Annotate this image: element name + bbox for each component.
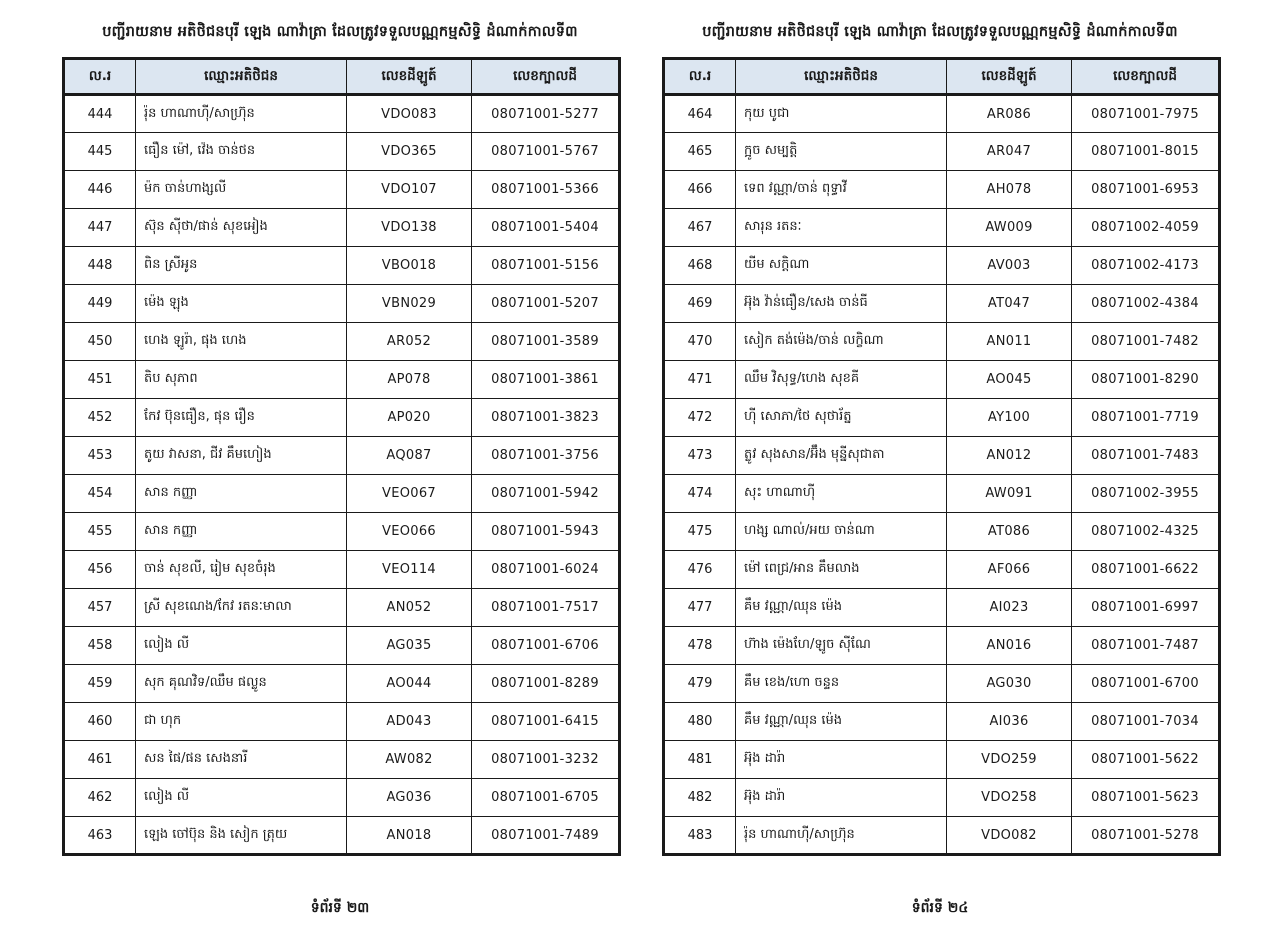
- parcel-number: 08071001-5207: [472, 285, 620, 323]
- lot-number: AW091: [947, 475, 1072, 513]
- table-row: [664, 209, 1220, 247]
- customer-name: គឹម វណ្ណា/ឈុន ម៉េង: [736, 703, 947, 741]
- lot-number: AW009: [947, 209, 1072, 247]
- parcel-number: 08071001-7487: [1072, 627, 1220, 665]
- lot-number: VDO107: [347, 171, 472, 209]
- customer-name: កុយ បូជា: [736, 95, 947, 133]
- table-row: [64, 247, 620, 285]
- lot-number: AO044: [347, 665, 472, 703]
- parcel-number: 08071001-3232: [472, 741, 620, 779]
- table-row: [64, 551, 620, 589]
- lot-number: AI036: [947, 703, 1072, 741]
- parcel-number: 08071001-6415: [472, 703, 620, 741]
- parcel-number: 08071001-3589: [472, 323, 620, 361]
- customer-name: ហេង ឡូរ៉ា, ផុង ហេង: [136, 323, 347, 361]
- table-row: [64, 665, 620, 703]
- row-number: 453: [64, 437, 136, 475]
- table-row: [64, 171, 620, 209]
- row-number: 465: [664, 133, 736, 171]
- row-number: 466: [664, 171, 736, 209]
- lot-number: VEO066: [347, 513, 472, 551]
- lot-number: AR086: [947, 95, 1072, 133]
- row-number: 468: [664, 247, 736, 285]
- column-header-name: ឈ្មោះអតិថិជន: [136, 59, 347, 95]
- page-title: បញ្ជីរាយនាម អតិថិជនបុរី ឡេង ណាវ៉ាត្រា ដែលត្រូវទទួលបណ្ណកម្មសិទ្ធិ ដំណាក់កាលទី៣: [702, 24, 1178, 40]
- customer-name: គឹម វណ្ណា/ឈុន ម៉េង: [736, 589, 947, 627]
- lot-number: AW082: [347, 741, 472, 779]
- row-number: 483: [664, 817, 736, 855]
- table-row: [664, 247, 1220, 285]
- parcel-number: 08071001-3861: [472, 361, 620, 399]
- lot-number: AQ087: [347, 437, 472, 475]
- table-row: [664, 703, 1220, 741]
- table-row: [664, 399, 1220, 437]
- lot-number: AH078: [947, 171, 1072, 209]
- customer-name: ធឿន ម៉ៅ, វ៉េង ចាន់ថន: [136, 133, 347, 171]
- lot-number: VEO067: [347, 475, 472, 513]
- lot-number: VDO365: [347, 133, 472, 171]
- page-number-left: ទំព័រទី ២៣: [310, 900, 370, 916]
- table-row: [664, 133, 1220, 171]
- lot-number: VBO018: [347, 247, 472, 285]
- customer-name: សាន កញ្ញា: [136, 513, 347, 551]
- column-header-no: ល.រ: [664, 59, 736, 95]
- table-row: [664, 589, 1220, 627]
- parcel-number: 08071001-5156: [472, 247, 620, 285]
- row-number: 452: [64, 399, 136, 437]
- parcel-number: 08071002-3955: [1072, 475, 1220, 513]
- customer-name: សារុន រតនៈ: [736, 209, 947, 247]
- row-number: 457: [64, 589, 136, 627]
- parcel-number: 08071001-8290: [1072, 361, 1220, 399]
- customer-name: ហ៊ី សោភា/ថៃ សុថារ័ត្ន: [736, 399, 947, 437]
- row-number: 479: [664, 665, 736, 703]
- lot-number: AT047: [947, 285, 1072, 323]
- table-row: [64, 285, 620, 323]
- table-row: [64, 779, 620, 817]
- row-number: 444: [64, 95, 136, 133]
- customer-name: ទេព វណ្ណា/ចាន់ ពុទ្ធាវី: [736, 171, 947, 209]
- table-row: [64, 95, 620, 133]
- table-row: [64, 361, 620, 399]
- lot-number: AN011: [947, 323, 1072, 361]
- parcel-number: 08071001-6706: [472, 627, 620, 665]
- customer-name: សុក គុណវិទ/ឈឹម ផល្លូន: [136, 665, 347, 703]
- table-row: [664, 779, 1220, 817]
- table-body-left: [64, 95, 620, 855]
- row-number: 448: [64, 247, 136, 285]
- customer-name: ចាន់ សុខលី, រៀម សុខចំរុង: [136, 551, 347, 589]
- customer-name: តិប សុភាព: [136, 361, 347, 399]
- table-row: [664, 171, 1220, 209]
- customer-name: អ៊ុង ដារ៉ា: [736, 741, 947, 779]
- column-header-lot: លេខដីឡូត៍: [947, 59, 1072, 95]
- parcel-number: 08071001-6997: [1072, 589, 1220, 627]
- customer-name: ហង្ស ណាល់/អយ ចាន់ណា: [736, 513, 947, 551]
- lot-number: AG035: [347, 627, 472, 665]
- row-number: 481: [664, 741, 736, 779]
- row-number: 472: [664, 399, 736, 437]
- table-row: [64, 209, 620, 247]
- parcel-number: 08071002-4173: [1072, 247, 1220, 285]
- row-number: 467: [664, 209, 736, 247]
- row-number: 473: [664, 437, 736, 475]
- customer-name: ស៊ុន ស៊ីថា/ផាន់ សុខអៀង: [136, 209, 347, 247]
- table-row: [64, 323, 620, 361]
- table-row: [64, 133, 620, 171]
- lot-number: VBN029: [347, 285, 472, 323]
- parcel-number: 08071001-6700: [1072, 665, 1220, 703]
- column-header-lot: លេខដីឡូត៍: [347, 59, 472, 95]
- parcel-number: 08071001-5404: [472, 209, 620, 247]
- table-row: [664, 361, 1220, 399]
- row-number: 455: [64, 513, 136, 551]
- lot-number: AV003: [947, 247, 1072, 285]
- parcel-number: 08071001-5942: [472, 475, 620, 513]
- customer-name: ម៉ៅ ពេជ្រ/អាន គឹមលាង: [736, 551, 947, 589]
- table-row: [64, 589, 620, 627]
- column-header-parcel: លេខក្បាលដី: [472, 59, 620, 95]
- customer-name: សុះ ហាណាហ៊ី: [736, 475, 947, 513]
- customer-name: ស្រី សុខណេង/កែវ រតនៈមាលា: [136, 589, 347, 627]
- lot-number: AP078: [347, 361, 472, 399]
- parcel-number: 08071001-8015: [1072, 133, 1220, 171]
- customer-name: សាន កញ្ញា: [136, 475, 347, 513]
- table-row: [64, 703, 620, 741]
- parcel-number: 08071001-6622: [1072, 551, 1220, 589]
- customer-name: តូយ វាសនា, ជីវ គឹមហៀង: [136, 437, 347, 475]
- table-row: [64, 817, 620, 855]
- parcel-number: 08071002-4059: [1072, 209, 1220, 247]
- row-number: 463: [64, 817, 136, 855]
- row-number: 447: [64, 209, 136, 247]
- customer-name: សន ផៃ/ផន សេងនារី: [136, 741, 347, 779]
- table-row: [664, 551, 1220, 589]
- row-number: 477: [664, 589, 736, 627]
- table-row: [64, 741, 620, 779]
- parcel-number: 08071002-4325: [1072, 513, 1220, 551]
- row-number: 446: [64, 171, 136, 209]
- lot-number: AI023: [947, 589, 1072, 627]
- lot-number: AR052: [347, 323, 472, 361]
- table-body-right: [664, 95, 1220, 855]
- parcel-number: 08071001-5767: [472, 133, 620, 171]
- row-number: 469: [664, 285, 736, 323]
- lot-number: AG030: [947, 665, 1072, 703]
- customer-name: ត្លូវ សុងសាន/អ៊ឹង មុន្នីសុជាតា: [736, 437, 947, 475]
- parcel-number: 08071001-3823: [472, 399, 620, 437]
- row-number: 460: [64, 703, 136, 741]
- customer-name: ហ៊ាង ម៉េងហែ/ឡូច ស៊ីណែ: [736, 627, 947, 665]
- customer-name: ក្អូច សម្បត្តិ: [736, 133, 947, 171]
- customer-name: ម៉េង ឡុង: [136, 285, 347, 323]
- customer-name: រ៉ុន ហាណាហ៊ី/សាហ្រ៊ុន: [136, 95, 347, 133]
- parcel-number: 08071001-7489: [472, 817, 620, 855]
- row-number: 480: [664, 703, 736, 741]
- customer-name: សៀក តង់ម៉េង/ចាន់ លក្ខិណា: [736, 323, 947, 361]
- lot-number: AR047: [947, 133, 1072, 171]
- customer-name: ពិន ស្រីអូន: [136, 247, 347, 285]
- customer-name: គឹម ខេង/ហោ ចន្ទន: [736, 665, 947, 703]
- customer-name: អ៊ុង វ៉ាន់ធឿន/សេង ចាន់ធី: [736, 285, 947, 323]
- parcel-number: 08071001-7517: [472, 589, 620, 627]
- lot-number: AY100: [947, 399, 1072, 437]
- lot-number: VEO114: [347, 551, 472, 589]
- lot-number: AG036: [347, 779, 472, 817]
- column-header-no: ល.រ: [64, 59, 136, 95]
- parcel-number: 08071001-7719: [1072, 399, 1220, 437]
- lot-number: AT086: [947, 513, 1072, 551]
- page-right: [640, 0, 1280, 949]
- customer-table-right: [662, 57, 1221, 856]
- customer-name: យីម សក្តិណា: [736, 247, 947, 285]
- parcel-number: 08071001-7482: [1072, 323, 1220, 361]
- lot-number: AN018: [347, 817, 472, 855]
- column-header-name: ឈ្មោះអតិថិជន: [736, 59, 947, 95]
- parcel-number: 08071001-5366: [472, 171, 620, 209]
- lot-number: AO045: [947, 361, 1072, 399]
- customer-name: ឈឹម វិសុទ្ធ/ហេង សុខគី: [736, 361, 947, 399]
- customer-name: លៀង លី: [136, 779, 347, 817]
- lot-number: VDO138: [347, 209, 472, 247]
- row-number: 462: [64, 779, 136, 817]
- parcel-number: 08071001-8289: [472, 665, 620, 703]
- table-row: [664, 741, 1220, 779]
- row-number: 470: [664, 323, 736, 361]
- row-number: 454: [64, 475, 136, 513]
- lot-number: AF066: [947, 551, 1072, 589]
- row-number: 451: [64, 361, 136, 399]
- lot-number: VDO082: [947, 817, 1072, 855]
- table-row: [664, 285, 1220, 323]
- page-title: បញ្ជីរាយនាម អតិថិជនបុរី ឡេង ណាវ៉ាត្រា ដែលត្រូវទទួលបណ្ណកម្មសិទ្ធិ ដំណាក់កាលទី៣: [102, 24, 578, 40]
- lot-number: AN016: [947, 627, 1072, 665]
- row-number: 474: [664, 475, 736, 513]
- table-row: [64, 399, 620, 437]
- row-number: 450: [64, 323, 136, 361]
- parcel-number: 08071001-5278: [1072, 817, 1220, 855]
- lot-number: AD043: [347, 703, 472, 741]
- page-number-right: ទំព័រទី ២៤: [911, 900, 969, 916]
- parcel-number: 08071001-7975: [1072, 95, 1220, 133]
- row-number: 476: [664, 551, 736, 589]
- lot-number: AP020: [347, 399, 472, 437]
- row-number: 456: [64, 551, 136, 589]
- row-number: 458: [64, 627, 136, 665]
- customer-name: អ៊ុង ដារ៉ា: [736, 779, 947, 817]
- parcel-number: 08071001-5277: [472, 95, 620, 133]
- customer-name: ម៉ក ចាន់ហាង្សលី: [136, 171, 347, 209]
- column-header-parcel: លេខក្បាលដី: [1072, 59, 1220, 95]
- parcel-number: 08071001-6024: [472, 551, 620, 589]
- table-row: [664, 513, 1220, 551]
- customer-table-left: [62, 57, 621, 856]
- row-number: 475: [664, 513, 736, 551]
- table-row: [664, 475, 1220, 513]
- parcel-number: 08071001-6953: [1072, 171, 1220, 209]
- parcel-number: 08071001-5622: [1072, 741, 1220, 779]
- row-number: 464: [664, 95, 736, 133]
- parcel-number: 08071001-5623: [1072, 779, 1220, 817]
- parcel-number: 08071002-4384: [1072, 285, 1220, 323]
- table-row: [64, 475, 620, 513]
- table-row: [664, 95, 1220, 133]
- parcel-number: 08071001-7034: [1072, 703, 1220, 741]
- table-row: [64, 437, 620, 475]
- row-number: 449: [64, 285, 136, 323]
- table-header: [64, 59, 620, 95]
- lot-number: VDO258: [947, 779, 1072, 817]
- parcel-number: 08071001-3756: [472, 437, 620, 475]
- table-row: [664, 627, 1220, 665]
- row-number: 478: [664, 627, 736, 665]
- table-header: [664, 59, 1220, 95]
- parcel-number: 08071001-6705: [472, 779, 620, 817]
- lot-number: VDO083: [347, 95, 472, 133]
- table-row: [664, 817, 1220, 855]
- parcel-number: 08071001-7483: [1072, 437, 1220, 475]
- customer-name: ឡេង ចៅប៊ុន និង សៀក ត្រុយ: [136, 817, 347, 855]
- table-row: [64, 513, 620, 551]
- lot-number: AN012: [947, 437, 1072, 475]
- parcel-number: 08071001-5943: [472, 513, 620, 551]
- customer-name: ជា ហុក: [136, 703, 347, 741]
- table-row: [664, 437, 1220, 475]
- row-number: 459: [64, 665, 136, 703]
- row-number: 471: [664, 361, 736, 399]
- row-number: 445: [64, 133, 136, 171]
- customer-name: រ៉ុន ហាណាហ៊ី/សាហ្រ៊ុន: [736, 817, 947, 855]
- customer-name: លៀង លី: [136, 627, 347, 665]
- row-number: 461: [64, 741, 136, 779]
- row-number: 482: [664, 779, 736, 817]
- table-row: [64, 627, 620, 665]
- lot-number: VDO259: [947, 741, 1072, 779]
- lot-number: AN052: [347, 589, 472, 627]
- table-row: [664, 665, 1220, 703]
- customer-name: កែវ ប៊ុនធឿន, ផុន រឿន: [136, 399, 347, 437]
- table-row: [664, 323, 1220, 361]
